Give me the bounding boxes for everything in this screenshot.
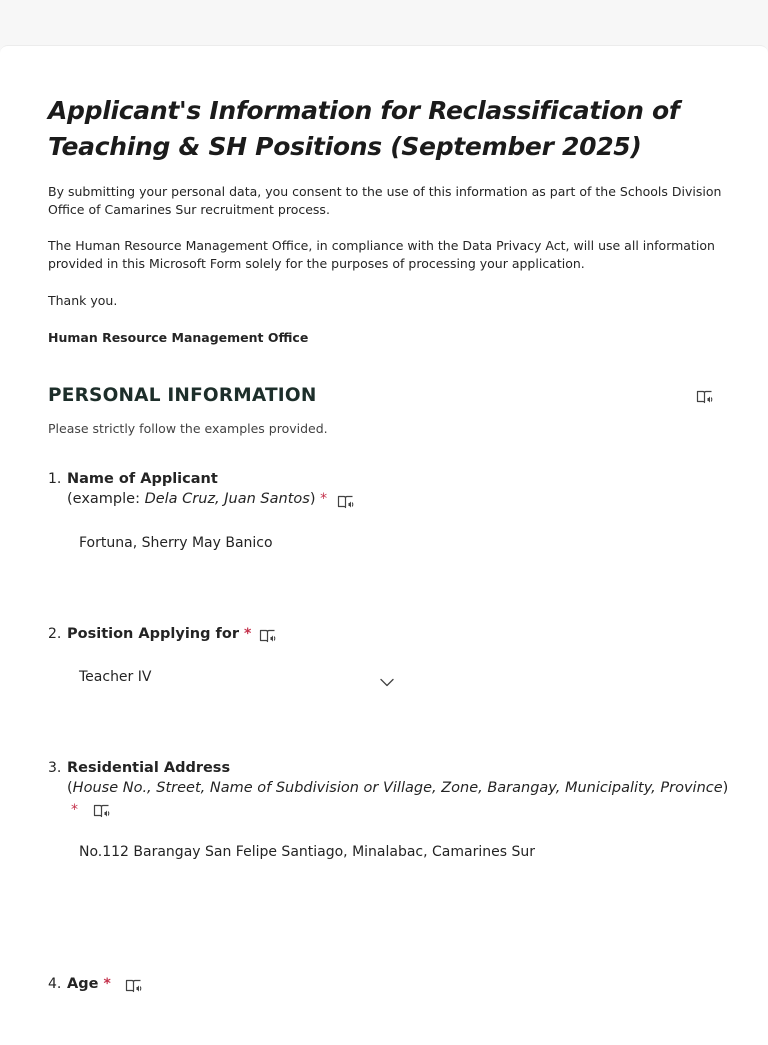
question-number: 4. bbox=[48, 976, 62, 992]
required-asterisk: * bbox=[320, 491, 328, 507]
question-hint bbox=[67, 491, 327, 507]
immersive-reader-icon[interactable] bbox=[337, 494, 355, 510]
required-asterisk: * bbox=[103, 976, 111, 992]
section-subtitle: Please strictly follow the examples provided. bbox=[48, 421, 328, 436]
question-number: 1. bbox=[48, 471, 62, 487]
question-title: Name of Applicant bbox=[67, 471, 218, 487]
thank-you-text: Thank you. bbox=[48, 293, 118, 308]
form-title: Applicant's Information for Reclassification of Teaching & SH Positions (September 2025) bbox=[48, 96, 680, 161]
privacy-text: The Human Resource Management Office, in compliance with the Data Privacy Act, will use all information provided in this Microsoft Form solely for the purposes of processing your application. bbox=[48, 238, 715, 271]
question-title-text: Age bbox=[67, 976, 99, 992]
hint-prefix: (example: bbox=[67, 491, 145, 507]
immersive-reader-icon[interactable] bbox=[125, 978, 143, 994]
dropdown-selected-value: Teacher IV bbox=[79, 669, 152, 685]
question-title-text: Position Applying for bbox=[67, 626, 239, 642]
immersive-reader-icon[interactable] bbox=[93, 803, 111, 819]
question-hint bbox=[67, 780, 728, 796]
question-number: 3. bbox=[48, 760, 62, 776]
hint-example: Dela Cruz, Juan Santos bbox=[144, 491, 310, 507]
immersive-reader-icon[interactable] bbox=[259, 628, 277, 644]
question-title: Residential Address bbox=[67, 760, 231, 776]
position-dropdown[interactable] bbox=[66, 661, 406, 695]
address-answer-field[interactable]: No.112 Barangay San Felipe Santiago, Minalabac, Camarines Sur bbox=[79, 844, 535, 860]
signature-text: Human Resource Management Office bbox=[48, 330, 309, 345]
hint-suffix: ) bbox=[722, 780, 729, 796]
chevron-down-icon bbox=[380, 672, 394, 691]
name-answer-field[interactable]: Fortuna, Sherry May Banico bbox=[79, 535, 273, 551]
question-title bbox=[67, 626, 251, 642]
form-card bbox=[0, 45, 768, 1045]
hint-example: House No., Street, Name of Subdivision or Village, Zone, Barangay, Municipality, Province bbox=[72, 780, 723, 796]
consent-text: By submitting your personal data, you consent to the use of this information as part of the Schools Division Office of Camarines Sur recruitment process. bbox=[48, 184, 722, 217]
required-asterisk: * bbox=[244, 626, 252, 642]
immersive-reader-icon[interactable] bbox=[696, 389, 714, 405]
hint-suffix: ) bbox=[309, 491, 316, 507]
required-asterisk: * bbox=[71, 802, 78, 818]
hint-prefix: ( bbox=[67, 780, 73, 796]
question-number: 2. bbox=[48, 626, 62, 642]
section-title: PERSONAL INFORMATION bbox=[48, 385, 317, 406]
question-title bbox=[67, 976, 111, 992]
